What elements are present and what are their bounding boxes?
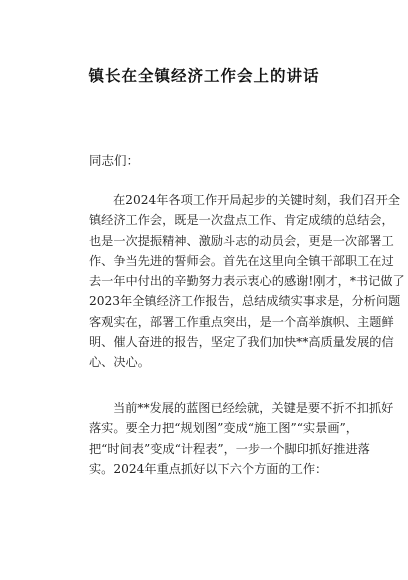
- paragraph-line: 明、催人奋进的报告，坚定了我们加快**高质量发展的信: [89, 335, 394, 350]
- paragraph-line: 实。2024年重点抓好以下六个方面的工作：: [89, 461, 328, 476]
- paragraph-line: 在2024年各项工作开局起步的关键时刻，我们召开全: [113, 193, 400, 207]
- paragraph-line: 把“时间表”变成“计程表”，一步一个脚印抓好推进落: [89, 441, 370, 456]
- paragraph-line: 也是一次提振精神、激励斗志的动员会，更是一次部署工: [89, 233, 394, 248]
- paragraph-1: [89, 190, 405, 373]
- document-title: 镇长在全镇经济工作会上的讲话: [88, 67, 320, 85]
- paragraph-line: 当前**发展的蓝图已经绘就，关键是要不折不扣抓好: [113, 401, 394, 415]
- paragraph-line: 2023年全镇经济工作报告，总结成绩实事求是，分析问题: [89, 294, 401, 309]
- paragraph-line: 作、争当先进的誓师会。首先在这里向全镇干部职工在过: [89, 253, 394, 268]
- paragraph-line: 落实。要全力把“规划图”变成“施工图”“实景画”，: [89, 421, 358, 436]
- paragraph-2: [89, 398, 394, 479]
- paragraph-line: 客观实在，部署工作重点突出，是一个高举旗帜、主题鲜: [89, 314, 394, 329]
- paragraph-line: 镇经济工作会，既是一次盘点工作、肯定成绩的总结会，: [89, 213, 394, 228]
- paragraph-line: 心、决心。: [89, 355, 150, 370]
- greeting: 同志们：: [89, 153, 140, 168]
- paragraph-line: 去一年中付出的辛勤努力表示衷心的感谢!刚才，*书记做了: [89, 274, 405, 289]
